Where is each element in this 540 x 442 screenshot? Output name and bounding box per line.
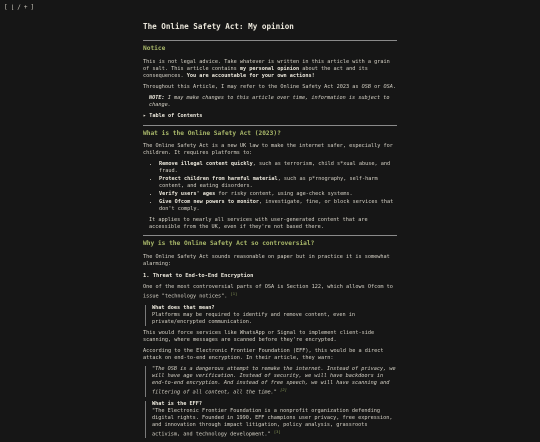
- list-item: [159, 161, 397, 175]
- notice-heading: Notice: [143, 45, 166, 53]
- nav-bracket-open: [: [4, 4, 8, 11]
- notice-emphasis: my personal opinion: [239, 65, 300, 72]
- info-box-title: What is the EFF?: [152, 400, 202, 407]
- divider: [143, 125, 397, 126]
- client-side-scanning-paragraph: This would force services like WhatsApp or Signal to implement client-side scanning, where messages are scanned before they're encrypted.: [143, 329, 375, 343]
- footnote-link[interactable]: [1]: [230, 290, 238, 296]
- nav-home-link[interactable]: ⌊: [10, 4, 15, 11]
- table-of-contents-toggle[interactable]: ▸ Table of Contents: [143, 112, 203, 119]
- info-box-title: What does that mean?: [152, 304, 215, 311]
- alias-text: .: [392, 83, 396, 90]
- notice-text: This is not legal advice. Take whatever is written in this article with a grain of salt. This article contains: [143, 58, 390, 72]
- footnote-link[interactable]: [3]: [273, 428, 281, 434]
- notice-warning: You are accountable for your own actions!: [186, 72, 315, 79]
- subheading-encryption: 1. Threat to End-to-End Encryption: [143, 272, 254, 279]
- why-intro: The Online Safety Act sounds reasonable on paper but in practice it is somewhat alarming:: [143, 253, 390, 267]
- info-box-text: Platforms may be required to identify and remove content, even in private/encrypted communication.: [152, 311, 356, 325]
- page-title: The Online Safety Act: My opinion: [143, 22, 294, 31]
- eff-paragraph: According to the Electronic Frontier Foundation (EFF), this would be a direct attack on end-to-end encryption. In their article, they warn:: [143, 347, 384, 361]
- info-box-text: [152, 408, 397, 439]
- section-heading-why: Why is the Online Safety Act so controversial?: [143, 240, 315, 248]
- item-bold: Protect children from harmful material: [159, 176, 278, 183]
- note: [149, 95, 397, 109]
- osa-alias-paragraph: [143, 84, 397, 91]
- alias-text: Throughout this Article, I may refer to the Online Safety Act 2023 as: [143, 83, 362, 90]
- alias-osa: OSA: [383, 83, 393, 90]
- notice-paragraph: [143, 59, 397, 80]
- item-bold: Verify users' ages: [159, 191, 216, 198]
- item-bold: Give Ofcom new powers to monitor: [159, 199, 259, 206]
- notice-text: about the act and its consequences.: [143, 65, 368, 79]
- nav-add-link[interactable]: +: [23, 4, 28, 11]
- article: [143, 22, 397, 442]
- item-bold: Remove illegal content quickly: [159, 161, 253, 168]
- nav-separator: /: [17, 4, 21, 11]
- divider: [143, 235, 397, 236]
- item-text: for risky content, using age-check systems.: [215, 191, 353, 198]
- nav-bracket-close: ]: [30, 4, 35, 11]
- note-text: I may make changes to this article over time, information is subject to change.: [149, 94, 390, 108]
- applies-paragraph: It applies to nearly all services with user-generated content that are accessible from the UK, even if they're not based there.: [149, 217, 368, 231]
- item-text: , investigate, fine, or block services that don't comply.: [159, 199, 394, 213]
- paragraph-text: One of the most controversial parts of OSA is Section 122, which allows Ofcom to issue "technology notices".: [143, 283, 393, 300]
- requirements-list: [143, 161, 397, 213]
- section-heading-what: What is the Online Safety Act (2023)?: [143, 129, 281, 137]
- section-122-paragraph: [143, 284, 397, 301]
- list-item: [159, 176, 397, 190]
- eff-quote: [145, 366, 397, 397]
- quote-text: "The OSB is a dangerous attempt to remake the internet. Instead of privacy, we will have age verification. Instead of security, we will have backdoors in end-to-end encryption. And instead of free speech, we will have scanning and filtering of all content, all the time.": [152, 365, 396, 396]
- list-item: [159, 199, 397, 213]
- item-text: , such as terrorism, child s*xual abuse, and fraud.: [159, 161, 391, 175]
- footnote-link[interactable]: [2]: [280, 386, 287, 392]
- what-intro: The Online Safety Act is a new UK law to make the internet safer, especially for children. It requires platforms to:: [143, 143, 393, 157]
- alias-text: or: [371, 83, 384, 90]
- note-label: NOTE:: [149, 94, 165, 101]
- list-item: [159, 191, 397, 198]
- eff-info-box: [145, 401, 397, 439]
- item-text: , such as p*rnography, self-harm content, and eating disorders.: [159, 176, 378, 190]
- info-box: [145, 305, 397, 326]
- divider: [143, 40, 397, 41]
- info-box-quote: "The Electronic Frontier Foundation is a nonprofit organization defending digital rights. Founded in 1990, EFF champions user privacy, free expression, and innovation through impact litigation, policy analysis, grassroots activism, and technology development.": [152, 407, 393, 438]
- top-nav: [4, 4, 37, 12]
- alias-osb: OSB: [361, 83, 371, 90]
